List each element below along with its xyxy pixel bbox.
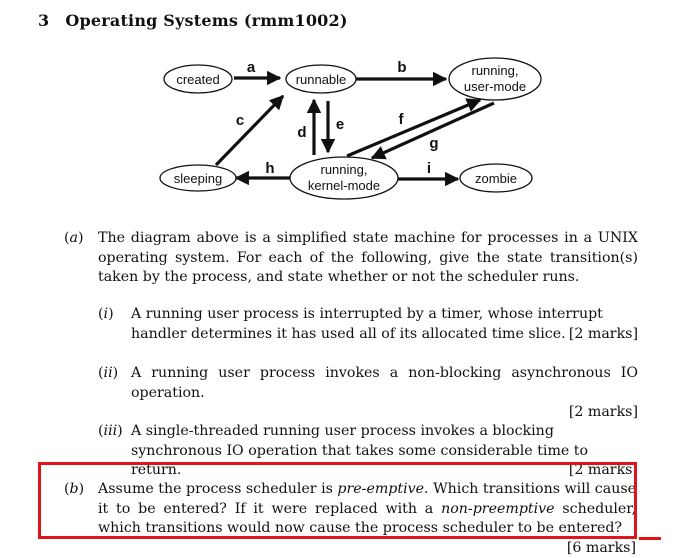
label-runnable: runnable (296, 72, 347, 87)
part-b-em-nonpreemptive: non-preemptive (441, 501, 554, 517)
part-a-item-ii (98, 364, 638, 423)
label-sleeping: sleeping (174, 171, 222, 186)
item-ii-body (131, 364, 638, 423)
highlight-annotation-box (38, 462, 637, 539)
part-b-text-1: Assume the process scheduler is (98, 481, 337, 497)
item-iii-text: A single-threaded running user process invokes a blocking synchronous IO operation that takes some considerable time to return. (131, 423, 588, 478)
part-b-marks: [6 marks] (567, 539, 636, 558)
edge-label-b: b (397, 59, 406, 76)
item-iii-tag: (iii) (98, 422, 123, 442)
edge-label-c: c (236, 112, 244, 129)
edge-label-i: i (427, 160, 431, 177)
item-i-body (131, 305, 638, 344)
part-a-text: The diagram above is a simplified state machine for processes in a UNIX operating system. For each of the following, give the state transition(s) taken by the process, and state whether or not the scheduler runs. (98, 229, 638, 288)
edge-label-f: f (399, 111, 405, 128)
label-running-user-line1: running, (472, 63, 519, 78)
label-running-kernel-line2: kernel-mode (308, 178, 380, 193)
item-i-marks: [2 marks] (569, 325, 638, 345)
label-created: created (176, 72, 219, 87)
label-zombie: zombie (475, 171, 517, 186)
edge-label-h: h (265, 160, 274, 177)
label-running-user-line2: user-mode (464, 79, 526, 94)
edge-c (216, 96, 283, 165)
edge-label-g: g (429, 135, 438, 152)
edge-label-e: e (336, 116, 344, 133)
part-b-tag: (b) (64, 480, 84, 500)
item-ii-text: A running user process invokes a non-blocking asynchronous IO operation. (131, 364, 638, 403)
question-number: 3 (38, 11, 49, 30)
part-b-text-3: scheduler, which transitions would now cause the process scheduler to be entered? (98, 501, 636, 537)
part-a (64, 229, 638, 288)
item-iii-marks: [2 marks] (569, 461, 638, 481)
part-b-text-2: . Which transitions will cause it to be entered? If it were replaced with a (98, 481, 636, 517)
state-machine-diagram (0, 0, 685, 215)
part-a-tag: (a) (64, 229, 84, 249)
part-a-item-i (98, 305, 638, 344)
label-running-kernel-line1: running, (321, 162, 368, 177)
question-title: Operating Systems (rmm1002) (65, 11, 347, 30)
edge-label-d: d (297, 124, 306, 141)
item-ii-marks: [2 marks] (569, 404, 638, 420)
part-b-em-preemptive: pre-emptive (337, 481, 424, 497)
item-i-tag: (i) (98, 305, 114, 325)
item-i-text: A running user process is interrupted by a timer, whose interrupt handler determines it has used all of its allocated time slice. (131, 306, 603, 342)
item-ii-tag: (ii) (98, 364, 118, 384)
edge-label-a: a (247, 59, 256, 76)
edge-f (347, 100, 480, 156)
highlight-annotation-mark (639, 537, 661, 540)
